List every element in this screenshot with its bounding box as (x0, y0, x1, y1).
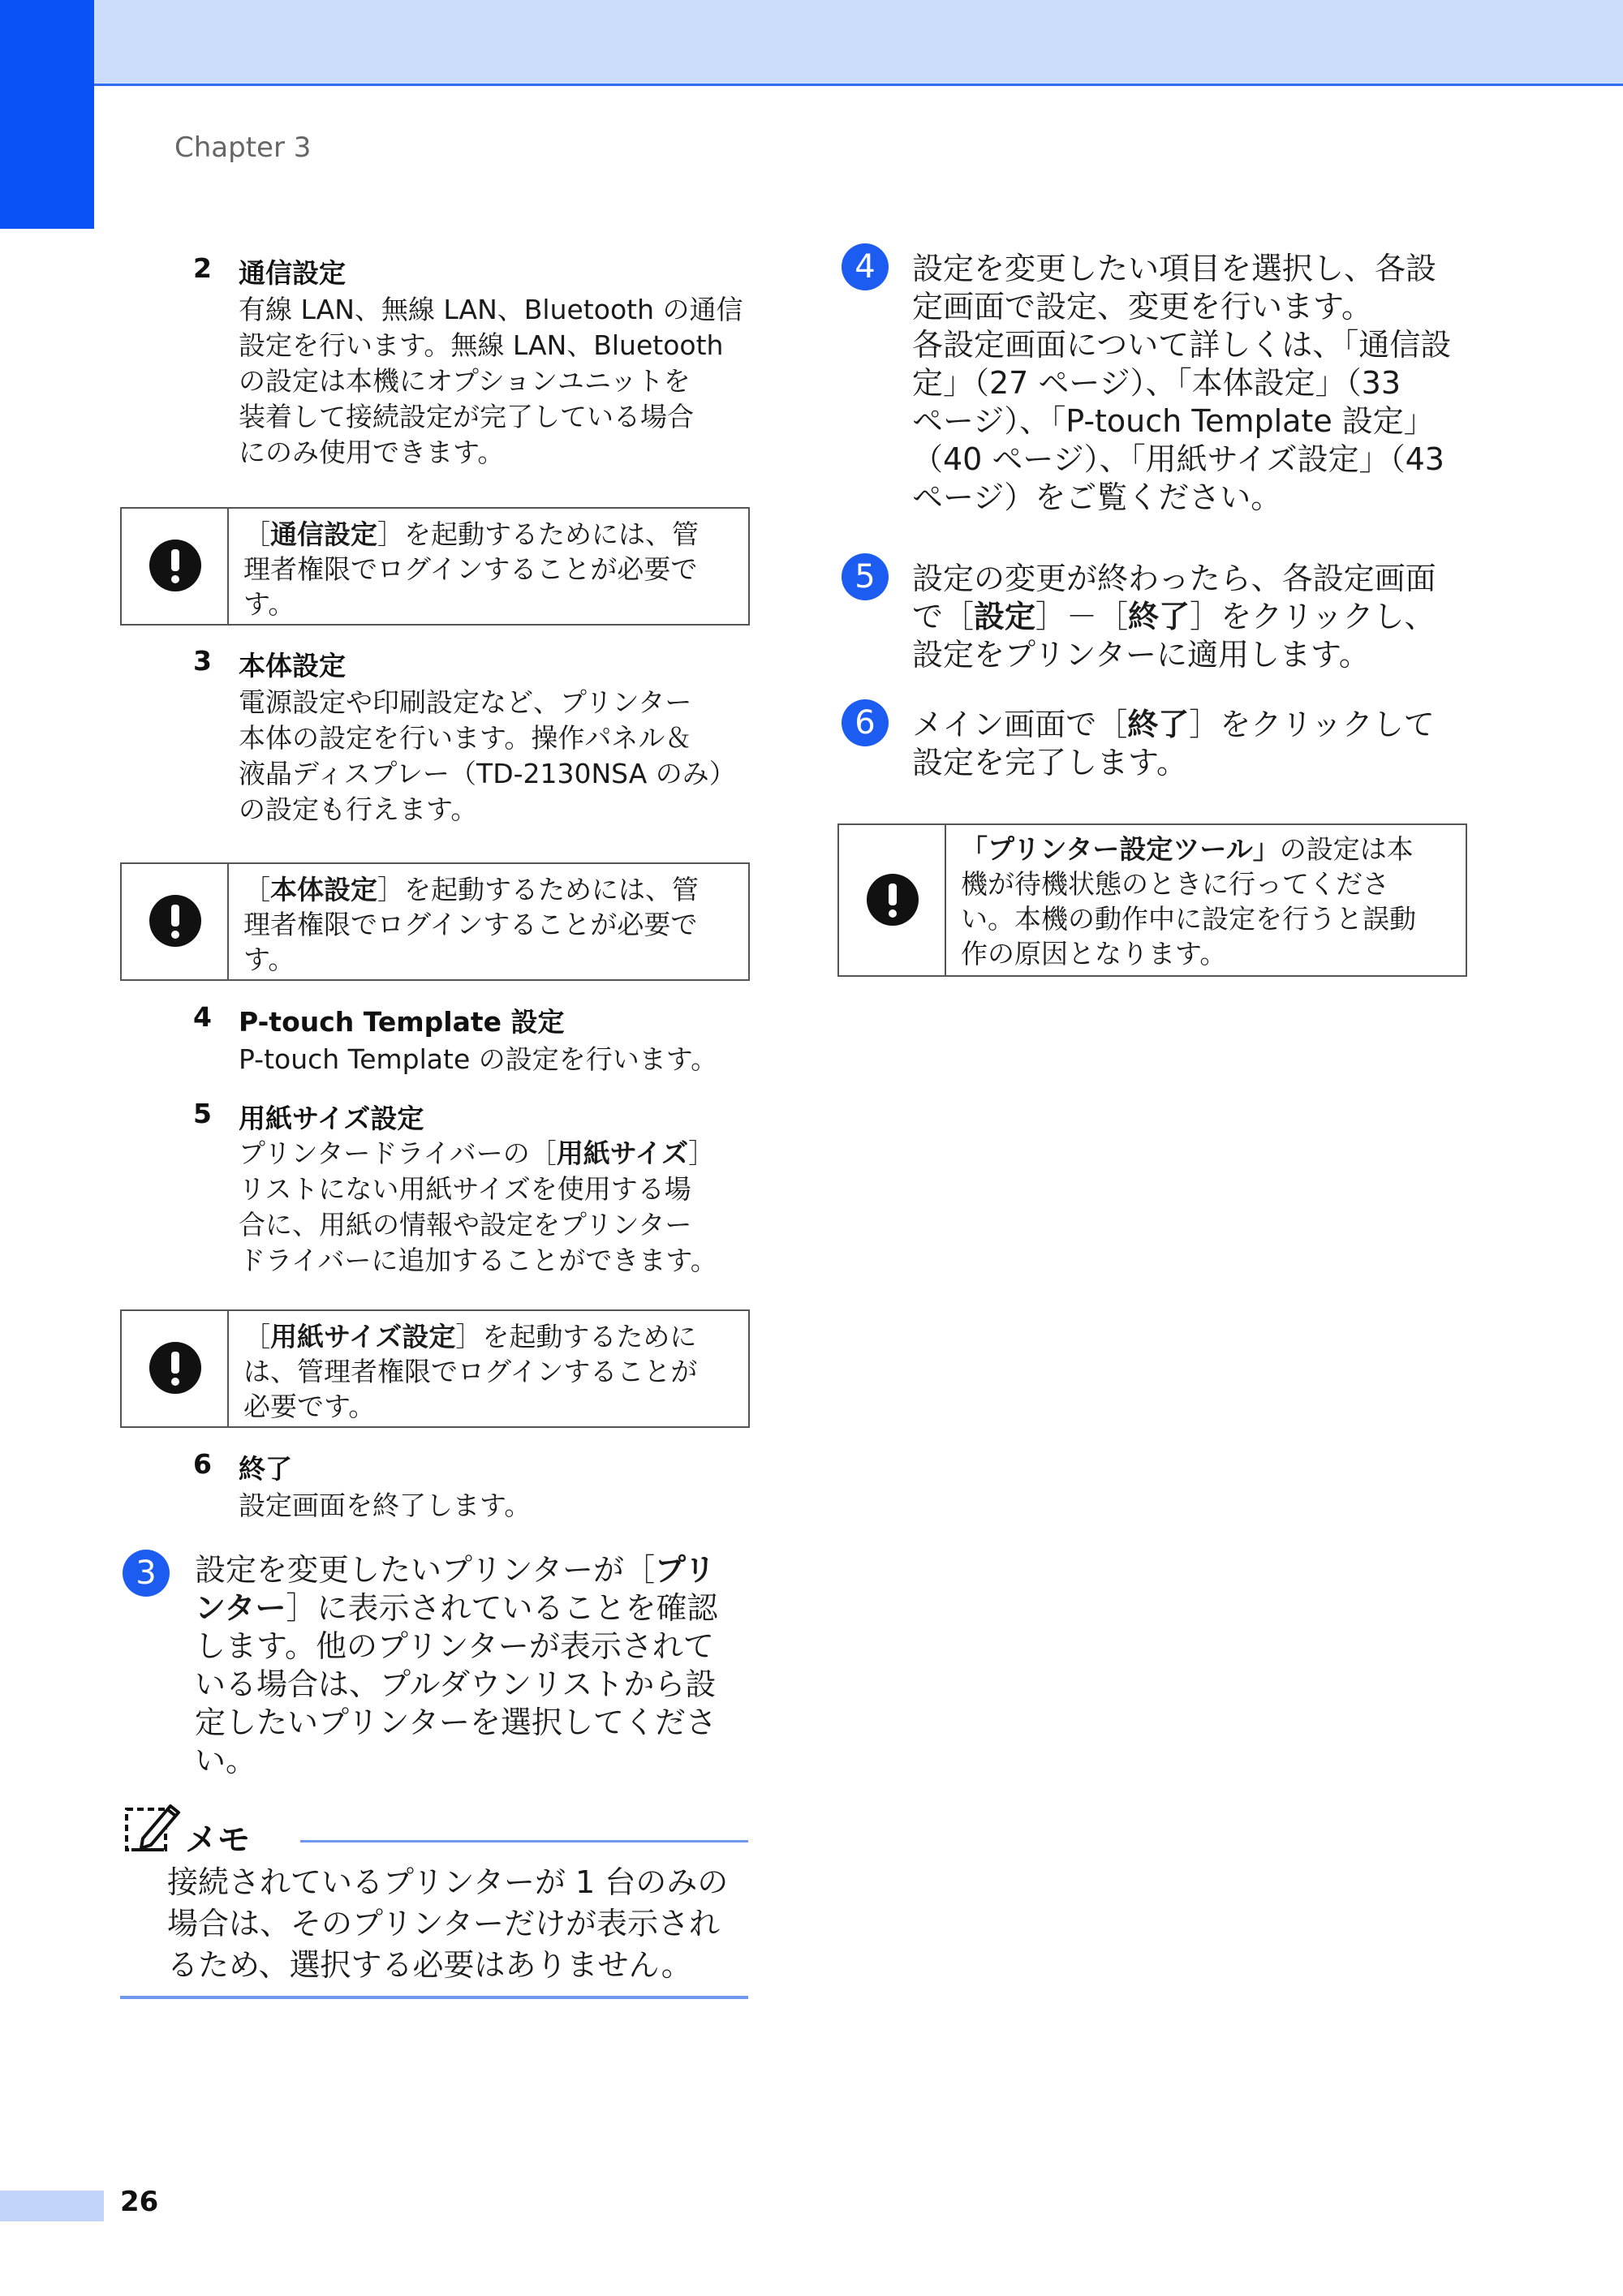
text-line: の設定は本機にオプションユニットを (239, 365, 691, 397)
footer-band (0, 2191, 104, 2221)
step-5-text: 設定の変更が終わったら、各設定画面 で［設定］－［終了］をクリックし、 設定をプリンターに適用します。 (912, 561, 1436, 673)
item-title: 通信設定 (239, 257, 346, 289)
item-number: 3 (193, 645, 212, 677)
header-band (0, 0, 1623, 86)
warning-note (120, 862, 750, 981)
note-bold-term: 用紙サイズ設定 (270, 1321, 456, 1352)
step-4-text: 設定を変更したい項目を選択し、各設 定画面で設定、変更を行います。 各設定画面について詳しくは、「通信設 定」（27 ページ）、「本体設定」（33 ページ）、「P-touch Template 設定」 （40 ページ）、「用紙サイズ設定」（43 ページ）をご覧ください。 (912, 251, 1452, 515)
item-title: 本体設定 (239, 650, 346, 681)
step-3-text: 設定を変更したいプリンターが［プリ ンター］に表示されていることを確認 します。他のプリンターが表示されて いる場合は、プルダウンリストから設 定したいプリンターを選択してくださ い。 (195, 1552, 718, 1778)
item-description (239, 685, 736, 828)
note-bold-term: 通信設定 (270, 518, 377, 550)
text-line: 設定を行います。無線 LAN、Bluetooth (239, 329, 724, 361)
note-divider (227, 864, 229, 979)
item-number: 2 (193, 252, 212, 284)
text-line: 装着して接続設定が完了している場合 (239, 401, 694, 432)
text-line: 有線 LAN、無線 LAN、Bluetooth の通信 (239, 294, 743, 325)
item-number: 4 (193, 1001, 212, 1033)
text-line: 液晶ディスプレー（TD-2130NSA のみ） (239, 758, 736, 789)
text-line: にのみ使用できます。 (239, 436, 505, 468)
note-divider (227, 509, 229, 624)
note-bold-term: 本体設定 (270, 874, 377, 905)
memo-text: 接続されているプリンターが 1 台のみの 場合は、そのプリンターだけが表示され るため、選択する必要はありません。 (167, 1864, 729, 1983)
text-line: 設定画面を終了します。 (239, 1490, 532, 1521)
item-title: 用紙サイズ設定 (239, 1103, 424, 1134)
note-text: 「プリンター設定ツール」の設定は本 機が待機状態のときに行ってくださ い。本機の動作中に設定を行うと誤動 作の原因となります。 (961, 833, 1416, 970)
exclamation-icon (149, 540, 201, 591)
text-line: 合に、用紙の情報や設定をプリンター (239, 1209, 692, 1240)
text-line: リストにない用紙サイズを使用する場 (239, 1173, 691, 1205)
note-bold-term: 「プリンター設定ツール」 (961, 833, 1280, 865)
item-description (239, 292, 743, 471)
note-text: ［用紙サイズ設定］を起動するために は、管理者権限でログインすることが 必要です。 (243, 1321, 698, 1422)
item-title: 終了 (239, 1453, 292, 1485)
item-number: 6 (193, 1448, 212, 1480)
warning-note (120, 507, 750, 626)
text-line: 本体の設定を行います。操作パネル＆ (239, 722, 692, 754)
chapter-label: Chapter 3 (174, 131, 312, 164)
exclamation-icon (149, 1342, 201, 1394)
note-text: ［通信設定］を起動するためには、管 理者権限でログインすることが必要で す。 (243, 518, 699, 620)
chapter-side-tab (0, 0, 94, 229)
memo-pencil-icon (122, 1798, 183, 1856)
step-5-badge: 5 (842, 553, 889, 600)
item-title: P-touch Template 設定 (239, 1006, 565, 1038)
note-divider (227, 1311, 229, 1426)
text-line: ドライバーに追加することができます。 (239, 1245, 717, 1276)
item-description (239, 1042, 717, 1077)
exclamation-icon (149, 895, 201, 947)
exclamation-icon (867, 874, 919, 926)
item-number: 5 (193, 1098, 212, 1129)
item-description (239, 1488, 531, 1524)
memo-rule (120, 1996, 748, 1999)
memo-rule (300, 1840, 748, 1842)
text-line: 電源設定や印刷設定など、プリンター (239, 686, 692, 718)
warning-note (120, 1309, 750, 1428)
text-line: プリンタードライバーの［用紙サイズ］ (239, 1137, 716, 1169)
memo-title: メモ (185, 1821, 250, 1859)
step-6-text: メイン画面で［終了］をクリックして 設定を完了します。 (912, 707, 1435, 780)
text-line: P-touch Template の設定を行います。 (239, 1043, 718, 1075)
step-3-badge: 3 (123, 1550, 170, 1597)
step-4-badge: 4 (842, 243, 889, 290)
item-description (239, 1136, 717, 1279)
text-line: の設定も行えます。 (239, 793, 478, 825)
step-6-badge: 6 (842, 699, 889, 746)
note-text: ［本体設定］を起動するためには、管 理者権限でログインすることが必要で す。 (243, 874, 699, 975)
note-divider (945, 825, 946, 975)
warning-note (837, 823, 1467, 977)
page-number: 26 (120, 2186, 159, 2218)
